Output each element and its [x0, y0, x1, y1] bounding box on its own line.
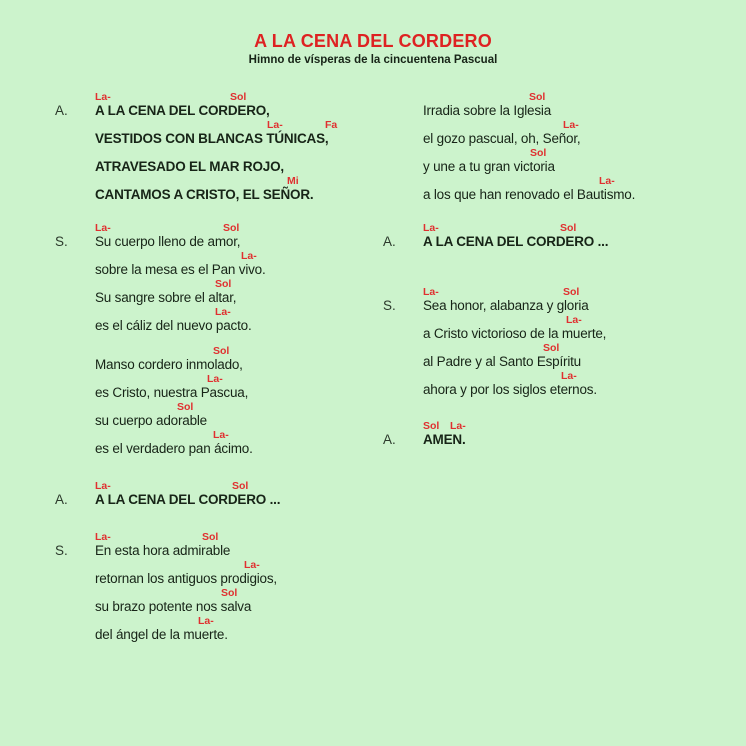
- stanza-lines: [423, 419, 743, 447]
- hymn-line: [423, 146, 743, 174]
- chord: La-: [423, 222, 439, 234]
- hymn-line: [423, 221, 743, 249]
- stanza: [55, 221, 385, 333]
- lyric-line: el gozo pascual, oh, Señor,: [423, 131, 581, 146]
- hymn-line: [95, 614, 385, 642]
- lyric-line: su brazo potente nos salva: [95, 599, 252, 614]
- chord: Sol: [232, 480, 249, 492]
- hymn-line: [95, 428, 385, 456]
- hymn-line: [423, 419, 743, 447]
- chord-line: [423, 341, 743, 354]
- chord-line: [95, 400, 385, 413]
- chord: La-: [95, 222, 111, 234]
- chord-line: [95, 305, 385, 318]
- speaker-label: A.: [383, 432, 396, 447]
- chord-line: [95, 558, 385, 571]
- hymn-line: [95, 90, 385, 118]
- hymn-line: [95, 344, 385, 372]
- hymn-line: [95, 221, 385, 249]
- hymn-line: [423, 118, 743, 146]
- stanza-lines: [423, 285, 743, 397]
- lyric-line: AMEN.: [423, 432, 466, 447]
- lyric-line: sobre la mesa es el Pan vivo.: [95, 262, 266, 277]
- speaker-label: [55, 344, 95, 357]
- stanza: [55, 530, 385, 642]
- chord: La-: [207, 373, 223, 385]
- chord: La-: [599, 175, 615, 187]
- speaker-label: A.: [55, 103, 68, 118]
- hymn-line: [95, 277, 385, 305]
- chord: La-: [267, 119, 283, 131]
- lyric-line: Irradia sobre la Iglesia: [423, 103, 552, 118]
- hymn-line: [95, 146, 385, 174]
- speaker-label: S.: [55, 543, 68, 558]
- stanza: [383, 90, 743, 202]
- hymn-line: [95, 400, 385, 428]
- stanza: [55, 344, 385, 456]
- lyric-line: es el verdadero pan ácimo.: [95, 441, 253, 456]
- chord: Sol: [423, 420, 440, 432]
- stanza: [55, 479, 385, 507]
- chord-line: [95, 530, 385, 543]
- chord: La-: [563, 119, 579, 131]
- chord-line: [423, 174, 743, 187]
- chord-line: [423, 118, 743, 131]
- lyric-line: su cuerpo adorable: [95, 413, 207, 428]
- lyric-line: Su sangre sobre el altar,: [95, 290, 237, 305]
- speaker-label: A.: [383, 234, 396, 249]
- chord-line: [95, 221, 385, 234]
- chord-line: [95, 614, 385, 627]
- lyric-line: a los que han renovado el Bautismo.: [423, 187, 636, 202]
- chord: La-: [561, 370, 577, 382]
- hymn-line: [95, 479, 385, 507]
- lyric-line: ATRAVESADO EL MAR ROJO,: [95, 159, 284, 174]
- hymn-line: [95, 249, 385, 277]
- chord: La-: [241, 250, 257, 262]
- stanza: [383, 221, 743, 249]
- chord: Fa: [325, 119, 338, 131]
- stanza-lines: [95, 90, 385, 202]
- stanza: [383, 285, 743, 397]
- stanza-lines: [95, 479, 385, 507]
- speaker-label: S.: [383, 298, 396, 313]
- lyric-line: es el cáliz del nuevo pacto.: [95, 318, 252, 333]
- hymn-line: [423, 174, 743, 202]
- hymn-line: [423, 369, 743, 397]
- chord: Sol: [530, 147, 547, 159]
- stanza: [55, 90, 385, 202]
- stanza-lines: [95, 530, 385, 642]
- chord-line: [95, 90, 385, 103]
- chord-line: [423, 419, 743, 432]
- lyric-line: CANTAMOS A CRISTO, EL SEÑOR.: [95, 187, 314, 202]
- chord-line: [95, 249, 385, 262]
- lyric-line: al Padre y al Santo Espíritu: [423, 354, 581, 369]
- chord-line: [423, 313, 743, 326]
- hymn-line: [423, 285, 743, 313]
- chord: Sol: [221, 587, 238, 599]
- stanza-lines: [423, 221, 743, 249]
- lyric-line: A LA CENA DEL CORDERO ...: [95, 492, 281, 507]
- chord-line: [95, 277, 385, 290]
- chord-line: [423, 90, 743, 103]
- chord: Sol: [202, 531, 219, 543]
- lyric-line: A LA CENA DEL CORDERO ...: [423, 234, 609, 249]
- lyric-line: Su cuerpo lleno de amor,: [95, 234, 241, 249]
- chord: La-: [423, 286, 439, 298]
- lyric-line: a Cristo victorioso de la muerte,: [423, 326, 607, 341]
- chord: Sol: [563, 286, 580, 298]
- chord: Sol: [223, 222, 240, 234]
- chord-line: [95, 428, 385, 441]
- hymn-line: [95, 558, 385, 586]
- speaker-label: [383, 90, 423, 103]
- lyric-line: Manso cordero inmolado,: [95, 357, 243, 372]
- chord: La-: [213, 429, 229, 441]
- lyric-line: Sea honor, alabanza y gloria: [423, 298, 589, 313]
- hymn-line: [423, 90, 743, 118]
- chord-line: [95, 479, 385, 492]
- chord-line: [95, 586, 385, 599]
- lyric-line: y une a tu gran victoria: [423, 159, 555, 174]
- chord-line: [423, 146, 743, 159]
- lyric-line: VESTIDOS CON BLANCAS TÚNICAS,: [95, 131, 329, 146]
- chord: Sol: [543, 342, 560, 354]
- chord: Sol: [213, 345, 230, 357]
- page-title: A LA CENA DEL CORDERO: [254, 31, 492, 51]
- stanza-lines: [423, 90, 743, 202]
- chord: La-: [95, 91, 111, 103]
- chord-line: [95, 146, 385, 159]
- lyric-line: En esta hora admirable: [95, 543, 231, 558]
- chord: Sol: [177, 401, 194, 413]
- chord: Mi: [287, 175, 299, 187]
- hymn-line: [95, 305, 385, 333]
- hymn-line: [423, 313, 743, 341]
- chord: La-: [95, 531, 111, 543]
- hymn-line: [95, 372, 385, 400]
- lyric-line: A LA CENA DEL CORDERO,: [95, 103, 270, 118]
- hymn-line: [423, 341, 743, 369]
- page-subtitle: Himno de vísperas de la cincuentena Pascual: [248, 54, 498, 66]
- chord-line: [423, 369, 743, 382]
- lyric-line: retornan los antiguos prodigios,: [95, 571, 277, 586]
- chord-line: [95, 174, 385, 187]
- chord: Sol: [529, 91, 546, 103]
- lyric-line: ahora y por los siglos eternos.: [423, 382, 597, 397]
- chord-line: [423, 285, 743, 298]
- lyric-line: es Cristo, nuestra Pascua,: [95, 385, 249, 400]
- chord-line: [95, 372, 385, 385]
- stanza: [383, 419, 743, 447]
- hymn-line: [95, 118, 385, 146]
- chord: La-: [198, 615, 214, 627]
- column-right: [383, 90, 743, 447]
- chord-line: [423, 221, 743, 234]
- stanza-lines: [95, 344, 385, 456]
- hymn-line: [95, 586, 385, 614]
- chord: La-: [566, 314, 582, 326]
- chord: La-: [215, 306, 231, 318]
- hymn-line: [95, 174, 385, 202]
- chord: Sol: [215, 278, 232, 290]
- speaker-label: S.: [55, 234, 68, 249]
- chord: La-: [450, 420, 466, 432]
- column-left: [55, 90, 385, 642]
- lyric-line: del ángel de la muerte.: [95, 627, 228, 642]
- chord: Sol: [560, 222, 577, 234]
- chord: La-: [95, 480, 111, 492]
- chord-line: [95, 118, 385, 131]
- chord: La-: [244, 559, 260, 571]
- chord: Sol: [230, 91, 247, 103]
- hymn-line: [95, 530, 385, 558]
- speaker-label: A.: [55, 492, 68, 507]
- stanza-lines: [95, 221, 385, 333]
- chord-line: [95, 344, 385, 357]
